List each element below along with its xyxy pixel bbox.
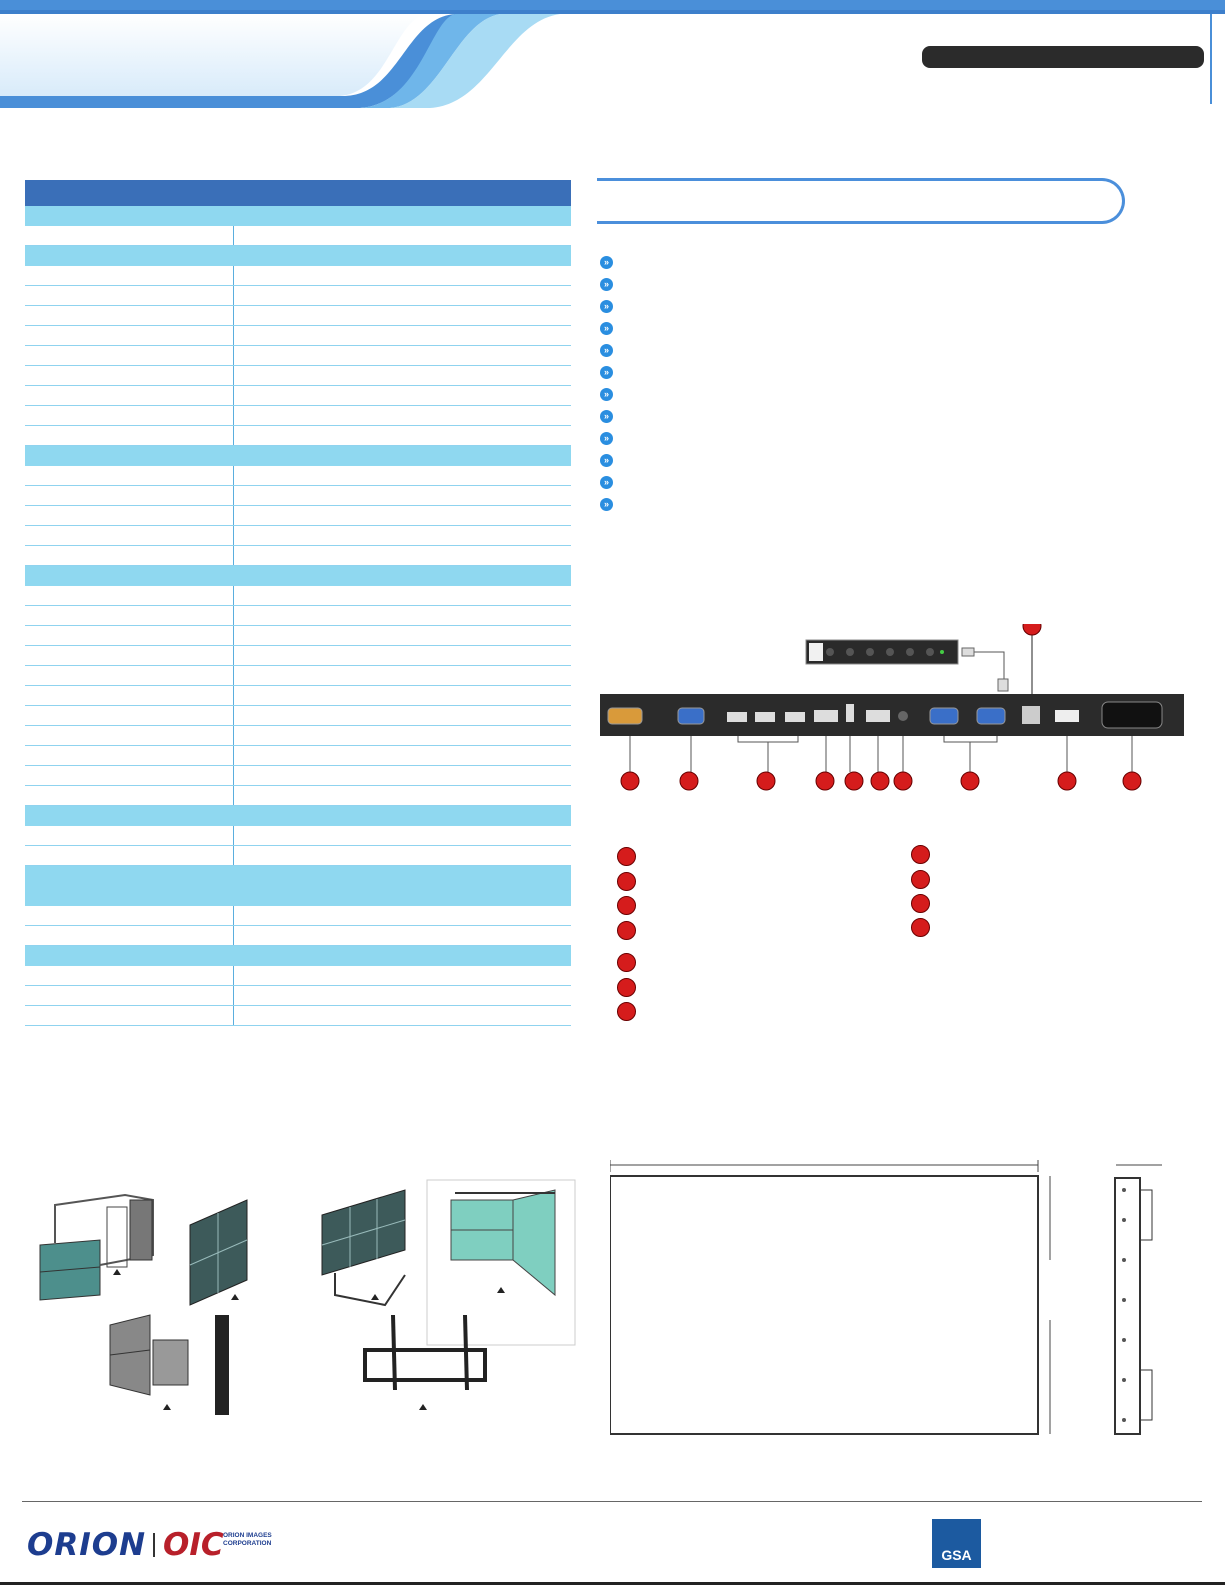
spec-row — [25, 286, 571, 306]
spec-row — [25, 306, 571, 326]
chevron-right-circle-icon: » — [600, 388, 613, 401]
chevron-right-circle-icon: » — [600, 498, 613, 511]
mount-corner-wall — [427, 1180, 575, 1345]
legend-marker — [617, 978, 636, 997]
corporation-logo-text — [223, 1532, 272, 1548]
chevron-right-circle-icon: » — [600, 278, 613, 291]
spec-row — [25, 546, 571, 566]
corp-line-2: CORPORATION — [223, 1540, 272, 1547]
spec-row — [25, 966, 571, 986]
spec-section-row — [25, 806, 571, 826]
spec-section-row — [25, 206, 571, 226]
chevron-right-circle-icon: » — [600, 322, 613, 335]
chevron-right-circle-icon: » — [600, 454, 613, 467]
spec-row — [25, 926, 571, 946]
gsa-logo: GSA — [932, 1519, 981, 1568]
spec-row — [25, 786, 571, 806]
spec-row — [25, 666, 571, 686]
spec-row — [25, 346, 571, 366]
legend-marker — [911, 894, 930, 913]
legend-marker — [617, 872, 636, 891]
feature-item — [600, 339, 1120, 361]
control-keypad — [806, 640, 958, 664]
mount-pull-out — [110, 1315, 229, 1415]
spec-section-row — [25, 566, 571, 586]
legend-marker — [911, 845, 930, 864]
spec-row — [25, 1006, 571, 1026]
spec-row — [25, 226, 571, 246]
spec-row — [25, 506, 571, 526]
feature-item — [600, 405, 1120, 427]
spec-section-row — [25, 946, 571, 966]
chevron-right-circle-icon: » — [600, 300, 613, 313]
spec-row — [25, 266, 571, 286]
legend-marker — [617, 1002, 636, 1021]
feature-item — [600, 449, 1120, 471]
spec-row — [25, 746, 571, 766]
legend-marker — [911, 918, 930, 937]
chevron-right-circle-icon: » — [600, 256, 613, 269]
spec-table-body — [25, 206, 571, 1026]
feature-item — [600, 251, 1120, 273]
spec-row — [25, 366, 571, 386]
legend-marker — [911, 870, 930, 889]
spec-row — [25, 646, 571, 666]
spec-row — [25, 606, 571, 626]
spec-table-header — [25, 180, 571, 206]
chevron-right-circle-icon: » — [600, 410, 613, 423]
spec-section-row — [25, 886, 571, 906]
mount-floor-stand — [322, 1190, 405, 1305]
spec-section-row — [25, 446, 571, 466]
spec-row — [25, 906, 571, 926]
oic-logo: OIC — [163, 1527, 224, 1563]
mount-tilt-bracket — [365, 1315, 485, 1410]
feature-item — [600, 493, 1120, 515]
legend-marker — [617, 896, 636, 915]
legend-marker — [617, 953, 636, 972]
dimension-drawing — [610, 1160, 1180, 1440]
feature-item — [600, 383, 1120, 405]
spec-row — [25, 466, 571, 486]
spec-row — [25, 706, 571, 726]
spec-row — [25, 626, 571, 646]
spec-section-row — [25, 246, 571, 266]
feature-item — [600, 317, 1120, 339]
chevron-right-circle-icon: » — [600, 476, 613, 489]
spec-section-row — [25, 866, 571, 886]
feature-item — [600, 273, 1120, 295]
legend-marker — [617, 921, 636, 940]
spec-row — [25, 406, 571, 426]
feature-item — [600, 427, 1120, 449]
spec-row — [25, 686, 571, 706]
feature-item — [600, 295, 1120, 317]
spec-row — [25, 826, 571, 846]
spec-row — [25, 766, 571, 786]
footer-divider — [22, 1501, 1202, 1502]
spec-row — [25, 426, 571, 446]
spec-row — [25, 846, 571, 866]
rear-panel-diagram — [600, 624, 1200, 804]
mount-wall-array — [190, 1200, 247, 1305]
callout-markers — [621, 772, 1141, 790]
spec-row — [25, 386, 571, 406]
chevron-right-circle-icon: » — [600, 432, 613, 445]
spec-table — [25, 180, 571, 1026]
spec-row — [25, 326, 571, 346]
chevron-right-circle-icon: » — [600, 366, 613, 379]
spec-row — [25, 986, 571, 1006]
orion-logo: ORION — [27, 1527, 147, 1563]
mounting-options-illustrations — [25, 1165, 585, 1435]
spec-row — [25, 726, 571, 746]
corp-line-1: ORION IMAGES — [223, 1532, 272, 1539]
mount-wall-frame — [40, 1195, 153, 1300]
header-title-bar — [922, 46, 1204, 68]
spec-row — [25, 586, 571, 606]
legend-marker — [617, 847, 636, 866]
features-list — [600, 251, 1120, 515]
feature-item — [600, 361, 1120, 383]
features-heading-box — [597, 178, 1125, 224]
feature-item — [600, 471, 1120, 493]
spec-row — [25, 526, 571, 546]
logo-separator — [153, 1533, 155, 1557]
chevron-right-circle-icon: » — [600, 344, 613, 357]
spec-row — [25, 486, 571, 506]
callout-marker — [1023, 624, 1041, 635]
